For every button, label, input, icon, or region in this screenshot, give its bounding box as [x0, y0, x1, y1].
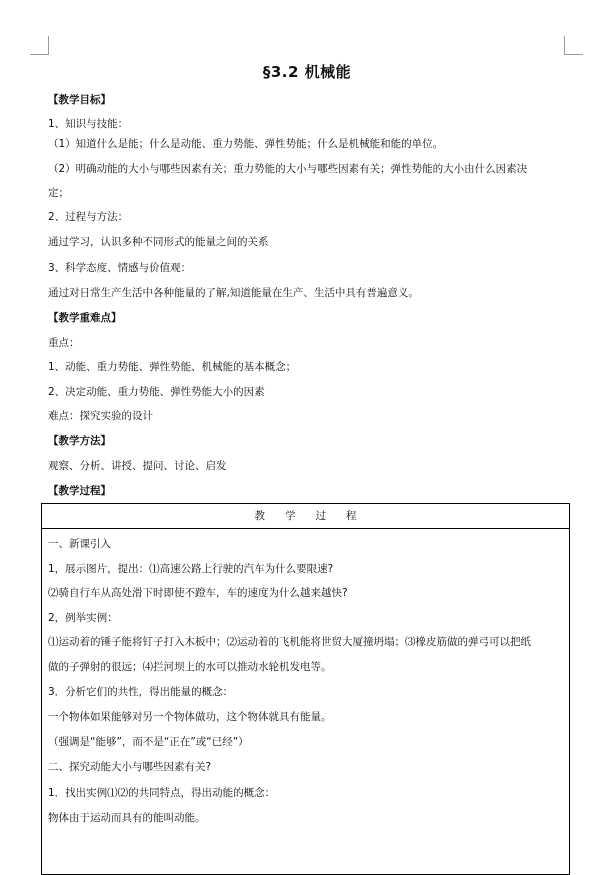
table-line: 做的子弹射的很远；⑷拦河坝上的水可以推动水轮机发电等。: [48, 661, 332, 673]
objective-knowledge-1: （1）知道什么是能；什么是动能、重力势能、弹性势能；什么是机械能和能的单位。: [48, 138, 444, 150]
crop-mark-top-left: [30, 36, 49, 55]
table-line: （强调是“能够”，而不是“正在”或“已经”）: [48, 736, 249, 748]
table-line: 3．分析它们的共性，得出能量的概念：: [48, 686, 234, 698]
table-line: 一、新课引入: [48, 538, 111, 550]
key-points-heading: 【教学重难点】: [48, 312, 122, 324]
objective-attitude: 3、科学态度、情感与价值观：: [48, 262, 192, 274]
process-heading: 【教学过程】: [48, 485, 111, 497]
table-line: 1，展示图片，提出：⑴高速公路上行驶的汽车为什么要限速?: [48, 563, 334, 575]
key-point-2: 2、决定动能、重力势能、弹性势能大小的因素: [48, 386, 265, 398]
key-points-label: 重点：: [48, 337, 80, 349]
objective-knowledge: 1、知识与技能：: [48, 118, 129, 130]
difficult-point: 难点：探究实验的设计: [48, 410, 153, 422]
table-line: ⑴运动着的锤子能将钉子打入木板中；⑵运动着的飞机能将世贸大厦撞坍塌；⑶橡皮筋做的弹弓可以把纸: [48, 636, 531, 648]
table-line: 一个物体如果能够对另一个物体做功，这个物体就具有能量。: [48, 711, 332, 723]
table-line: 二、探究动能大小与哪些因素有关?: [48, 761, 212, 773]
objective-knowledge-2-cont: 定；: [48, 187, 69, 199]
table-line: 2，例举实例：: [48, 612, 118, 624]
table-line: 1．找出实例⑴⑵的共同特点，得出动能的概念：: [48, 787, 276, 799]
table-line: ⑵骑自行车从高处滑下时即使不蹬车，车的速度为什么越来越快?: [48, 587, 348, 599]
objective-knowledge-2: （2）明确动能的大小与哪些因素有关；重力势能的大小与哪些因素有关；弹性势能的大小由什么因素决: [48, 163, 528, 175]
methods-list: 观察、分析、讲授、提问、讨论、启发: [48, 460, 227, 472]
objectives-heading: 【教学目标】: [48, 94, 111, 106]
objective-process-text: 通过学习，认识多种不同形式的能量之间的关系: [48, 236, 269, 248]
objective-attitude-text: 通过对日常生产生活中各种能量的了解,知道能量在生产、生活中具有普遍意义。: [48, 287, 419, 299]
crop-mark-top-right: [564, 36, 583, 55]
document-title: §3.2 机械能: [262, 63, 352, 81]
key-point-1: 1、动能、重力势能、弹性势能、机械能的基本概念；: [48, 361, 297, 373]
table-header: 教学过程: [42, 504, 569, 529]
objective-process: 2、过程与方法：: [48, 211, 129, 223]
table-line: 物体由于运动而具有的能叫动能。: [48, 812, 206, 824]
teaching-process-table: [41, 503, 570, 875]
methods-heading: 【教学方法】: [48, 435, 111, 447]
